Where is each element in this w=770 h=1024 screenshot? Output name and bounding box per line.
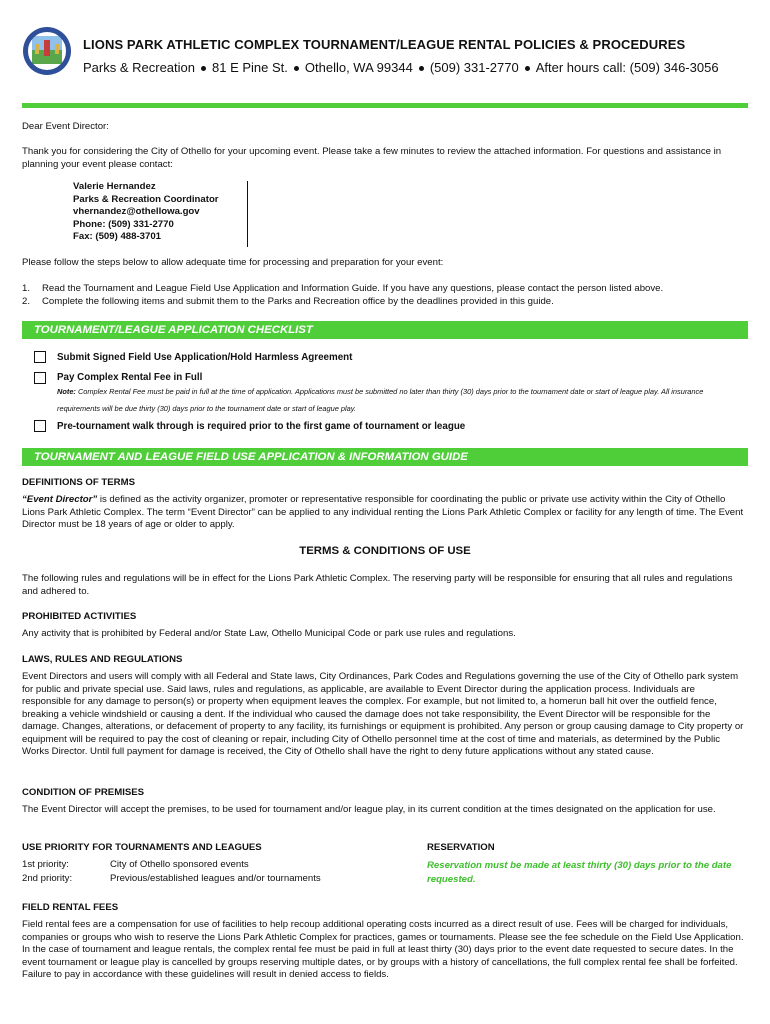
contact-city: Othello, WA 99344 bbox=[304, 60, 413, 75]
city-seal-icon bbox=[22, 26, 72, 76]
contact-fax: Fax: (509) 488-3701 bbox=[73, 231, 161, 243]
checklist-header: TOURNAMENT/LEAGUE APPLICATION CHECKLIST bbox=[22, 321, 748, 339]
header-contact-line bbox=[83, 60, 719, 75]
contact-role: Parks & Recreation Coordinator bbox=[73, 193, 219, 205]
page-title: LIONS PARK ATHLETIC COMPLEX TOURNAMENT/LEAGUE RENTAL POLICIES & PROCEDURES bbox=[83, 37, 686, 52]
priority-heading: USE PRIORITY FOR TOURNAMENTS AND LEAGUES bbox=[22, 842, 262, 853]
terms-intro: The following rules and regulations will be in effect for the Lions Park Athletic Complex. The reserving party will be responsible for ensuring that all rules and regulations and adhered to. bbox=[22, 573, 733, 597]
terms-heading: TERMS & CONDITIONS OF USE bbox=[299, 545, 471, 557]
checklist-item-label: Submit Signed Field Use Application/Hold Harmless Agreement bbox=[57, 352, 353, 363]
contact-phone: (509) 331-2770 bbox=[429, 60, 519, 75]
guide-header: TOURNAMENT AND LEAGUE FIELD USE APPLICATION & INFORMATION GUIDE bbox=[22, 448, 748, 466]
priority-list bbox=[22, 858, 321, 885]
bullet-icon bbox=[525, 66, 530, 71]
laws-text: Event Directors and users will comply with all Federal and State laws, City Ordinances, Park Codes and Regulations governing the use of the City of Othello park system for public and private special use. Said laws, rules and regulations, as applicable, are available to Event Director during the application process. Individuals are responsible for any damage to person(s) or property when equipment leaves the complex. For example, but not limited to, a homerun ball hit over the outfield fence, breaking a vehicle windshield or causing a dent. If the individual who caused the damage does not take responsibility, the Event Director will be responsible for the damage. Changes, alterations, or defacement of property to any facility, its furnishings or equipment is prohibited. Any person or group causing damage to City property or equipment will be required to pay the cost of cleaning or repair, including City of Othello personnel time at the cost of time and materials, as determined by the Public Works Director. Until full payment for damage is received, the City of Othello shall have the right to deny future applications without any stated cause. bbox=[22, 671, 744, 757]
checklist-item-label: Pay Complex Rental Fee in Full bbox=[57, 372, 203, 383]
contact-name: Valerie Hernandez bbox=[73, 181, 156, 192]
greeting: Dear Event Director: bbox=[22, 121, 109, 132]
contact-email[interactable]: vhernandez@othellowa.gov bbox=[73, 206, 200, 218]
checklist-item-label: Pre-tournament walk through is required prior to the first game of tournament or league bbox=[57, 421, 466, 432]
list-item: 1. Read the Tournament and League Field Use Application and Information Guide. If you have any questions, please contact the person listed above. bbox=[22, 283, 664, 294]
prohibited-heading: PROHIBITED ACTIVITIES bbox=[22, 611, 137, 622]
contact-address: 81 E Pine St. bbox=[212, 60, 288, 75]
definitions-heading: DEFINITIONS OF TERMS bbox=[22, 477, 135, 488]
list-item: 2. Complete the following items and submit them to the Parks and Recreation office by the deadlines provided in this guide. bbox=[22, 295, 554, 307]
bullet-icon bbox=[201, 66, 206, 71]
steps-intro: Please follow the steps below to allow adequate time for processing and preparation for your event: bbox=[22, 257, 444, 268]
prohibited-text: Any activity that is prohibited by Federal and/or State Law, Othello Municipal Code or park use rules and regulations. bbox=[22, 628, 516, 639]
header-divider bbox=[22, 103, 748, 108]
bullet-icon bbox=[294, 66, 299, 71]
checklist-note: Note: Complex Rental Fee must be paid in full at the time of application. Applications must be submitted no later than thirty (30) days prior to the tournament date or start of league play. All insurance requirements will be due thirty (30) days prior to the tournament date or start of league play. bbox=[57, 387, 704, 413]
reservation-heading: RESERVATION bbox=[427, 842, 495, 853]
contact-block bbox=[73, 181, 248, 247]
fees-heading: FIELD RENTAL FEES bbox=[22, 902, 119, 913]
contact-phone-line: Phone: (509) 331-2770 bbox=[73, 218, 174, 230]
checklist-checkbox[interactable] bbox=[34, 372, 46, 384]
reservation-text: Reservation must be made at least thirty (30) days prior to the date requested. bbox=[427, 860, 732, 885]
steps-list bbox=[22, 283, 744, 308]
laws-heading: LAWS, RULES AND REGULATIONS bbox=[22, 654, 183, 665]
contact-after-hours: After hours call: (509) 346-3056 bbox=[535, 60, 719, 75]
list-item: 1st priority: City of Othello sponsored events bbox=[22, 859, 249, 870]
checklist-checkbox[interactable] bbox=[34, 351, 46, 363]
bullet-icon bbox=[419, 66, 424, 71]
condition-text: The Event Director will accept the premises, to be used for tournament and/or league play, in its current condition at the times designated on the application for use. bbox=[22, 804, 716, 815]
condition-heading: CONDITION OF PREMISES bbox=[22, 787, 145, 798]
checklist-checkbox[interactable] bbox=[34, 420, 46, 432]
event-director-definition: “Event Director” is defined as the activity organizer, promoter or representative responsible for coordinating the public or private use activity within the City of Othello Lions Park Athletic Complex. The term “Event Director” can be applied to any individual renting the Lions Park Athletic Complex or facility for any length of time. The Event Director must be 18 years of age or older to apply. bbox=[22, 494, 744, 530]
fees-text: Field rental fees are a compensation for use of facilities to help recoup additional operating costs incurred as a direct result of use. Fees will be charged for individuals, companies or groups who wish to reserve the Lions Park Athletic Complex for practices, games or tournaments. Please see the fee schedule on the Field Use Application. In the case of tournament and league rentals, the complex rental fee must be paid in full at least thirty (30) days prior to the event date requested to secure dates. In the event tournament or league play is cancelled by groups reserving multiple dates, or by groups with a history of cancellations, the full complex rental fee shall be forfeited. Failure to pay in accordance with these guidelines will result in denied access to fields. bbox=[22, 919, 744, 980]
intro-paragraph: Thank you for considering the City of Othello for your upcoming event. Please take a few minutes to review the attached information. For questions and assistance in planning your event please contact: bbox=[22, 146, 722, 170]
list-item: 2nd priority: Previous/established leagues and/or tournaments bbox=[22, 872, 321, 884]
contact-department: Parks & Recreation bbox=[83, 60, 195, 75]
